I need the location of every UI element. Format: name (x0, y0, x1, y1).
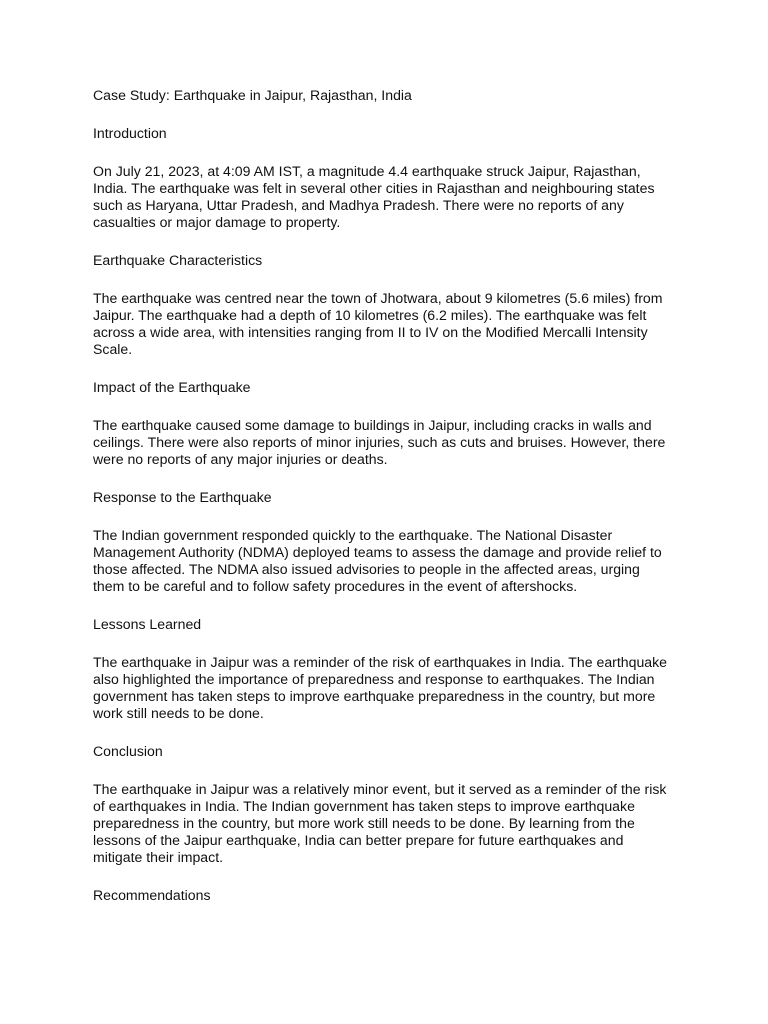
section-heading-characteristics: Earthquake Characteristics (93, 252, 263, 268)
section-paragraph-lessons: The earthquake in Jaipur was a reminder of the risk of earthquakes in India. The earthquake also highlighted the importance of preparedness and response to earthquakes. The Indian government has taken steps to improve earthquake preparedness in the country, but more work still needs to be done. (93, 654, 668, 721)
section-paragraph-characteristics: The earthquake was centred near the town of Jhotwara, about 9 kilometres (5.6 miles) from Jaipur. The earthquake had a depth of 10 kilometres (6.2 miles). The earthquake was felt across a wide area, with intensities ranging from II to IV on the Modified Mercalli Intensity Scale. (93, 290, 663, 357)
document-title: Case Study: Earthquake in Jaipur, Rajasthan, India (93, 87, 412, 103)
section-heading-impact: Impact of the Earthquake (93, 379, 251, 395)
section-heading-lessons: Lessons Learned (93, 616, 202, 632)
section-paragraph-impact: The earthquake caused some damage to buildings in Jaipur, including cracks in walls and ceilings. There were also reports of minor injuries, such as cuts and bruises. However, there were no reports of any major injuries or deaths. (93, 417, 666, 467)
section-paragraph-introduction: On July 21, 2023, at 4:09 AM IST, a magnitude 4.4 earthquake struck Jaipur, Rajasthan, India. The earthquake was felt in several other cities in Rajasthan and neighbouring states such as Haryana, Uttar Pradesh, and Madhya Pradesh. There were no reports of any casualties or major damage to property. (93, 163, 655, 230)
document-body (93, 87, 673, 925)
section-heading-conclusion: Conclusion (93, 743, 163, 759)
section-heading-response: Response to the Earthquake (93, 489, 272, 505)
section-heading-recommendations: Recommendations (93, 887, 211, 903)
section-paragraph-conclusion: The earthquake in Jaipur was a relatively minor event, but it served as a reminder of the risk of earthquakes in India. The Indian government has taken steps to improve earthquake preparedness in the country, but more work still needs to be done. By learning from the lessons of the Jaipur earthquake, India can better prepare for future earthquakes and mitigate their impact. (93, 781, 667, 865)
section-heading-introduction: Introduction (93, 125, 167, 141)
section-paragraph-response: The Indian government responded quickly to the earthquake. The National Disaster Management Authority (NDMA) deployed teams to assess the damage and provide relief to those affected. The NDMA also issued advisories to people in the affected areas, urging them to be careful and to follow safety procedures in the event of aftershocks. (93, 527, 662, 594)
